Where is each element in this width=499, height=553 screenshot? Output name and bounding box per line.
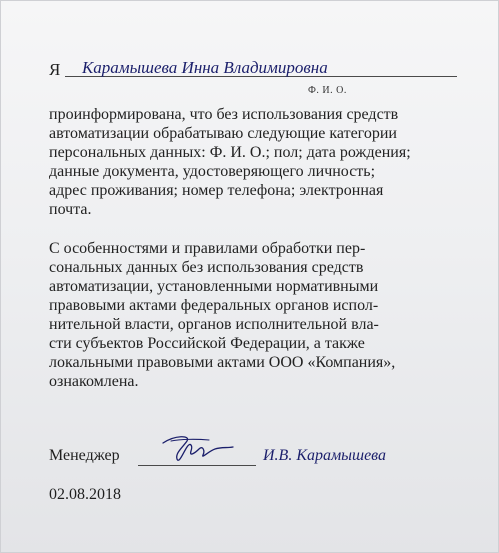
paragraph-line: персональных данных: Ф. И. О.; пол; дата рождения;: [49, 144, 411, 161]
paragraph-line: адрес проживания; номер телефона; электронная: [49, 182, 384, 199]
paragraph-line: данные документа, удостоверяющего личность;: [49, 163, 376, 180]
paragraph-line: автоматизации, установленными нормативными: [49, 278, 379, 295]
paragraph-acknowledgement: [49, 239, 395, 391]
paragraph-line: сти субъектов Российской Федерации, а также: [49, 335, 365, 352]
document-date: 02.08.2018: [49, 486, 121, 503]
signature-row: [49, 445, 459, 475]
fio-caption: Ф. И. О.: [308, 85, 347, 96]
name-row: [49, 57, 459, 81]
paragraph-line: почта.: [49, 201, 92, 218]
paragraph-line: сональных данных без использования средств: [49, 259, 364, 276]
position-label: Менеджер: [49, 447, 120, 464]
paragraph-line: локальными правовыми актами ООО «Компания»,: [49, 354, 396, 371]
handwritten-signature: [157, 431, 237, 467]
paragraph-line: нительной власти, органов исполнительной вла-: [49, 316, 379, 333]
paragraph-line: ознакомлена.: [49, 373, 139, 390]
paragraph-categories: [49, 105, 411, 219]
full-name-handwritten: Карамышева Инна Владимировна: [82, 58, 328, 77]
paragraph-line: правовыми актами федеральных органов испол-: [49, 297, 379, 314]
paragraph-line: автоматизации обрабатываю следующие категории: [49, 125, 397, 142]
pronoun-label: Я: [49, 60, 61, 79]
paragraph-line: С особенностями и правилами обработки пер-: [49, 240, 366, 257]
paragraph-line: проинформирована, что без использования средств: [49, 106, 399, 123]
signer-name: И.В. Карамышева: [263, 447, 387, 464]
